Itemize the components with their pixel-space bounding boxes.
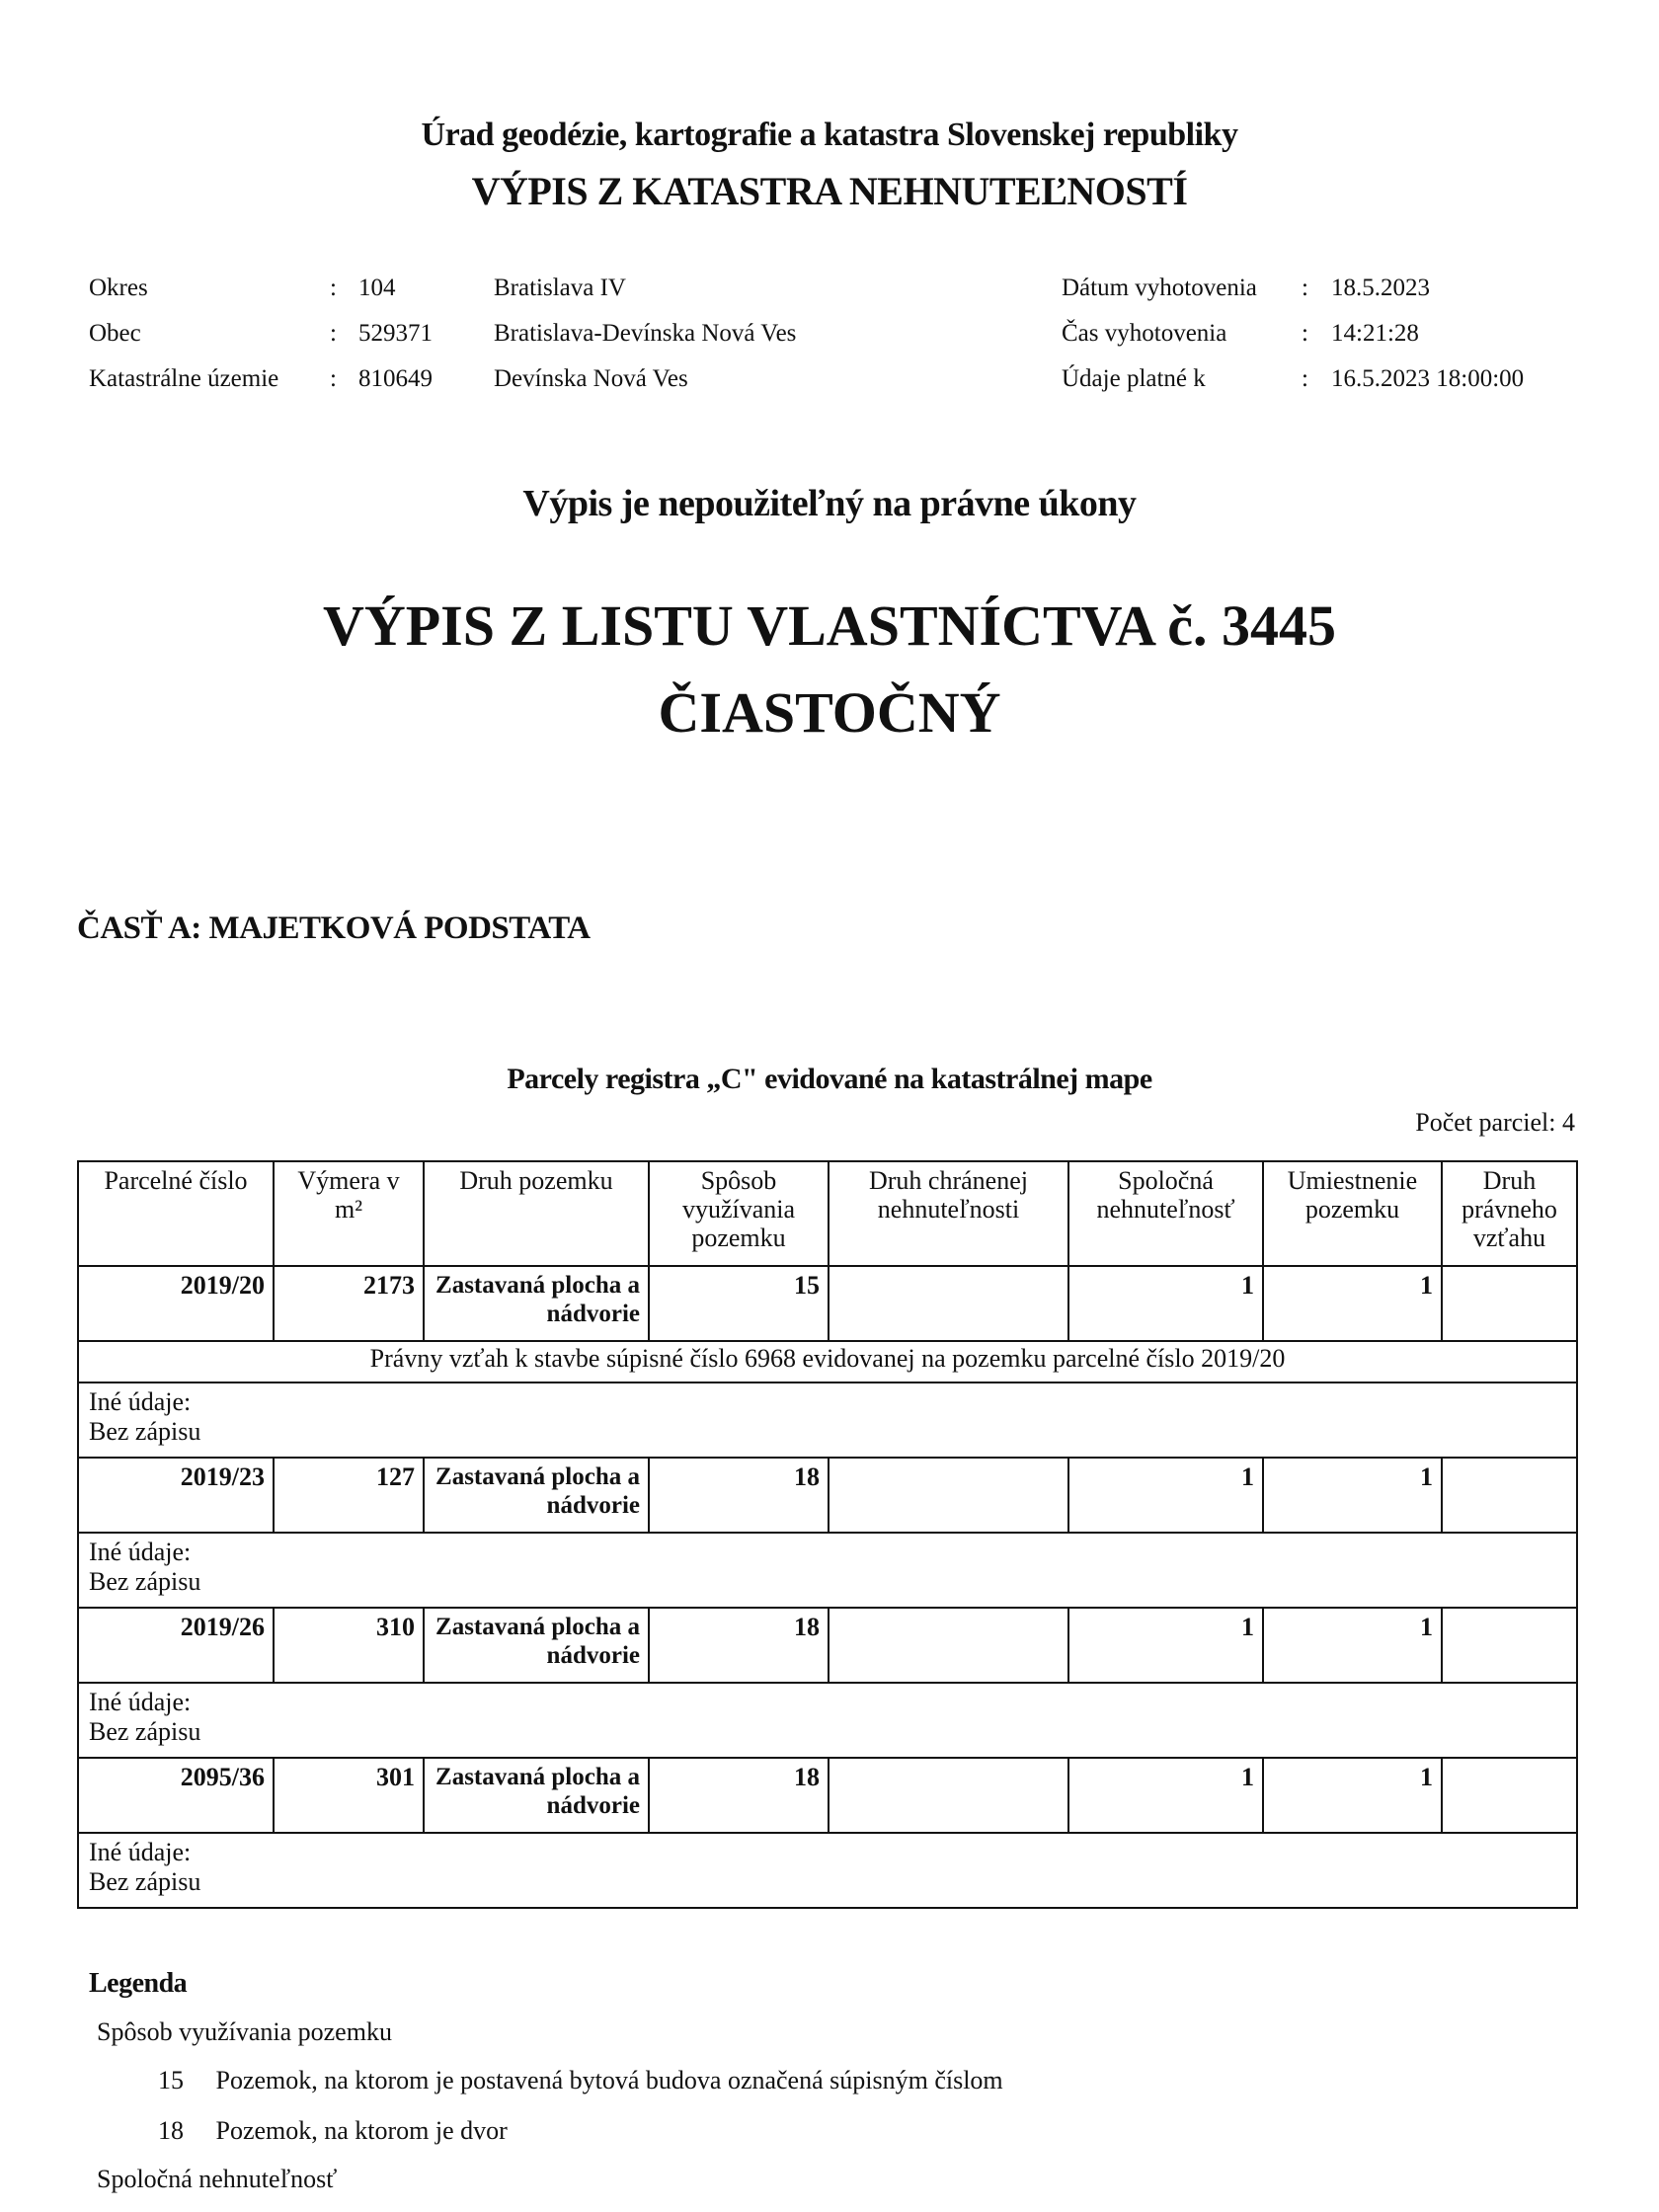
- ownership-sheet-subtitle: ČIASTOČNÝ: [658, 680, 1001, 745]
- table-row: [78, 1758, 1577, 1833]
- legend-title: Legenda: [89, 1968, 188, 1999]
- common-property: 1: [1068, 1608, 1263, 1683]
- meta-label: Údaje platné k: [1062, 365, 1206, 392]
- meta-label: Obec: [89, 320, 141, 347]
- protected-type: [829, 1608, 1068, 1683]
- table-row-other: [78, 1533, 1577, 1608]
- usage-code: 18: [649, 1608, 829, 1683]
- other-data-value: Bez zápisu: [89, 1567, 201, 1596]
- legal-relation: [1442, 1758, 1577, 1833]
- meta-name: Devínska Nová Ves: [494, 365, 688, 392]
- legal-relation: [1442, 1458, 1577, 1533]
- table-row: [78, 1458, 1577, 1533]
- office-name: Úrad geodézie, kartografie a katastra Slovenskej republiky: [421, 117, 1238, 153]
- parcel-area: 310: [274, 1608, 424, 1683]
- land-type: Zastavaná plocha a nádvorie: [424, 1608, 649, 1683]
- meta-label: Dátum vyhotovenia: [1062, 275, 1257, 301]
- usage-code: 18: [649, 1758, 829, 1833]
- protected-type: [829, 1266, 1068, 1341]
- parcel-number: 2019/23: [78, 1458, 274, 1533]
- parcel-number: 2019/20: [78, 1266, 274, 1341]
- parcels-table: [77, 1160, 1578, 1909]
- legend-item-code: 18: [158, 2116, 184, 2145]
- legend-common-title: Spoločná nehnuteľnosť: [97, 2165, 338, 2193]
- column-header: Druh pozemku: [424, 1161, 649, 1266]
- parcel-count: Počet parciel: 4: [1415, 1108, 1575, 1137]
- table-row-other: [78, 1382, 1577, 1458]
- section-heading: ČASŤ A: MAJETKOVÁ PODSTATA: [77, 910, 591, 946]
- meta-name: Bratislava IV: [494, 275, 626, 301]
- other-data-label: Iné údaje:: [89, 1838, 192, 1866]
- legend-item-code: 15: [158, 2066, 184, 2094]
- meta-value: 14:21:28: [1331, 320, 1419, 347]
- other-data-label: Iné údaje:: [89, 1688, 192, 1716]
- other-data-value: Bez zápisu: [89, 1867, 201, 1896]
- meta-row-district: [0, 271, 1659, 306]
- meta-colon: :: [330, 275, 337, 301]
- table-row-note: [78, 1341, 1577, 1382]
- other-data: [78, 1683, 1577, 1758]
- meta-value: 18.5.2023: [1331, 275, 1430, 301]
- meta-colon: :: [1302, 275, 1308, 301]
- usage-code: 18: [649, 1458, 829, 1533]
- meta-label: Katastrálne územie: [89, 365, 279, 392]
- common-property: 1: [1068, 1266, 1263, 1341]
- meta-value: 16.5.2023 18:00:00: [1331, 365, 1525, 392]
- ownership-sheet-title-prefix: VÝPIS Z LISTU VLASTNÍCTVA č.: [322, 593, 1208, 658]
- ownership-sheet-number: 3445: [1222, 593, 1337, 658]
- parcel-area: 301: [274, 1758, 424, 1833]
- legend-usage-title: Spôsob využívania pozemku: [97, 2017, 392, 2046]
- parcel-placement: 1: [1263, 1458, 1442, 1533]
- legal-notice: Výpis je nepoužiteľný na právne úkony: [522, 483, 1137, 524]
- parcels-caption: Parcely registra „C" evidované na katastrálnej mape: [507, 1063, 1152, 1095]
- document-title: VÝPIS Z KATASTRA NEHNUTEĽNOSTÍ: [471, 169, 1188, 213]
- meta-label: Okres: [89, 275, 148, 301]
- column-header: Umiestnenie pozemku: [1263, 1161, 1442, 1266]
- meta-code: 810649: [358, 365, 433, 392]
- meta-code: 529371: [358, 320, 433, 347]
- legend-item: [158, 2066, 1003, 2095]
- table-row: [78, 1266, 1577, 1341]
- column-header: Výmera v m²: [274, 1161, 424, 1266]
- column-header: Spôsob využívania pozemku: [649, 1161, 829, 1266]
- meta-colon: :: [1302, 320, 1308, 347]
- meta-code: 104: [358, 275, 396, 301]
- meta-row-municipality: [0, 316, 1659, 352]
- column-header: Druh chránenej nehnuteľnosti: [829, 1161, 1068, 1266]
- table-row-other: [78, 1833, 1577, 1908]
- other-data: [78, 1382, 1577, 1458]
- legal-relation: [1442, 1266, 1577, 1341]
- parcel-placement: 1: [1263, 1758, 1442, 1833]
- row-note: Právny vzťah k stavbe súpisné číslo 6968 evidovanej na pozemku parcelné číslo 2019/20: [78, 1341, 1577, 1382]
- legend-item-text: Pozemok, na ktorom je postavená bytová budova označená súpisným číslom: [215, 2066, 1003, 2094]
- parcel-number: 2019/26: [78, 1608, 274, 1683]
- column-header: Spoločná nehnuteľnosť: [1068, 1161, 1263, 1266]
- common-property: 1: [1068, 1458, 1263, 1533]
- meta-colon: :: [330, 365, 337, 392]
- table-row-other: [78, 1683, 1577, 1758]
- parcel-placement: 1: [1263, 1266, 1442, 1341]
- parcel-placement: 1: [1263, 1608, 1442, 1683]
- parcel-number: 2095/36: [78, 1758, 274, 1833]
- protected-type: [829, 1458, 1068, 1533]
- land-type: Zastavaná plocha a nádvorie: [424, 1266, 649, 1341]
- land-type: Zastavaná plocha a nádvorie: [424, 1458, 649, 1533]
- legend-item-text: Pozemok, na ktorom je dvor: [215, 2116, 508, 2145]
- other-data-label: Iné údaje:: [89, 1387, 192, 1416]
- meta-name: Bratislava-Devínska Nová Ves: [494, 320, 797, 347]
- parcel-area: 127: [274, 1458, 424, 1533]
- legal-relation: [1442, 1608, 1577, 1683]
- other-data-label: Iné údaje:: [89, 1538, 192, 1566]
- land-type: Zastavaná plocha a nádvorie: [424, 1758, 649, 1833]
- table-row: [78, 1608, 1577, 1683]
- meta-label: Čas vyhotovenia: [1062, 320, 1227, 347]
- meta-colon: :: [1302, 365, 1308, 392]
- common-property: 1: [1068, 1758, 1263, 1833]
- other-data: [78, 1533, 1577, 1608]
- parcel-area: 2173: [274, 1266, 424, 1341]
- table-header-row: [78, 1161, 1577, 1266]
- protected-type: [829, 1758, 1068, 1833]
- meta-colon: :: [330, 320, 337, 347]
- column-header: Parcelné číslo: [78, 1161, 274, 1266]
- ownership-sheet-title: [0, 592, 1659, 659]
- usage-code: 15: [649, 1266, 829, 1341]
- meta-row-cadastral-area: [0, 361, 1659, 397]
- legend-item: [158, 2116, 508, 2146]
- other-data: [78, 1833, 1577, 1908]
- other-data-value: Bez zápisu: [89, 1717, 201, 1746]
- other-data-value: Bez zápisu: [89, 1417, 201, 1446]
- column-header: Druh právneho vzťahu: [1442, 1161, 1577, 1266]
